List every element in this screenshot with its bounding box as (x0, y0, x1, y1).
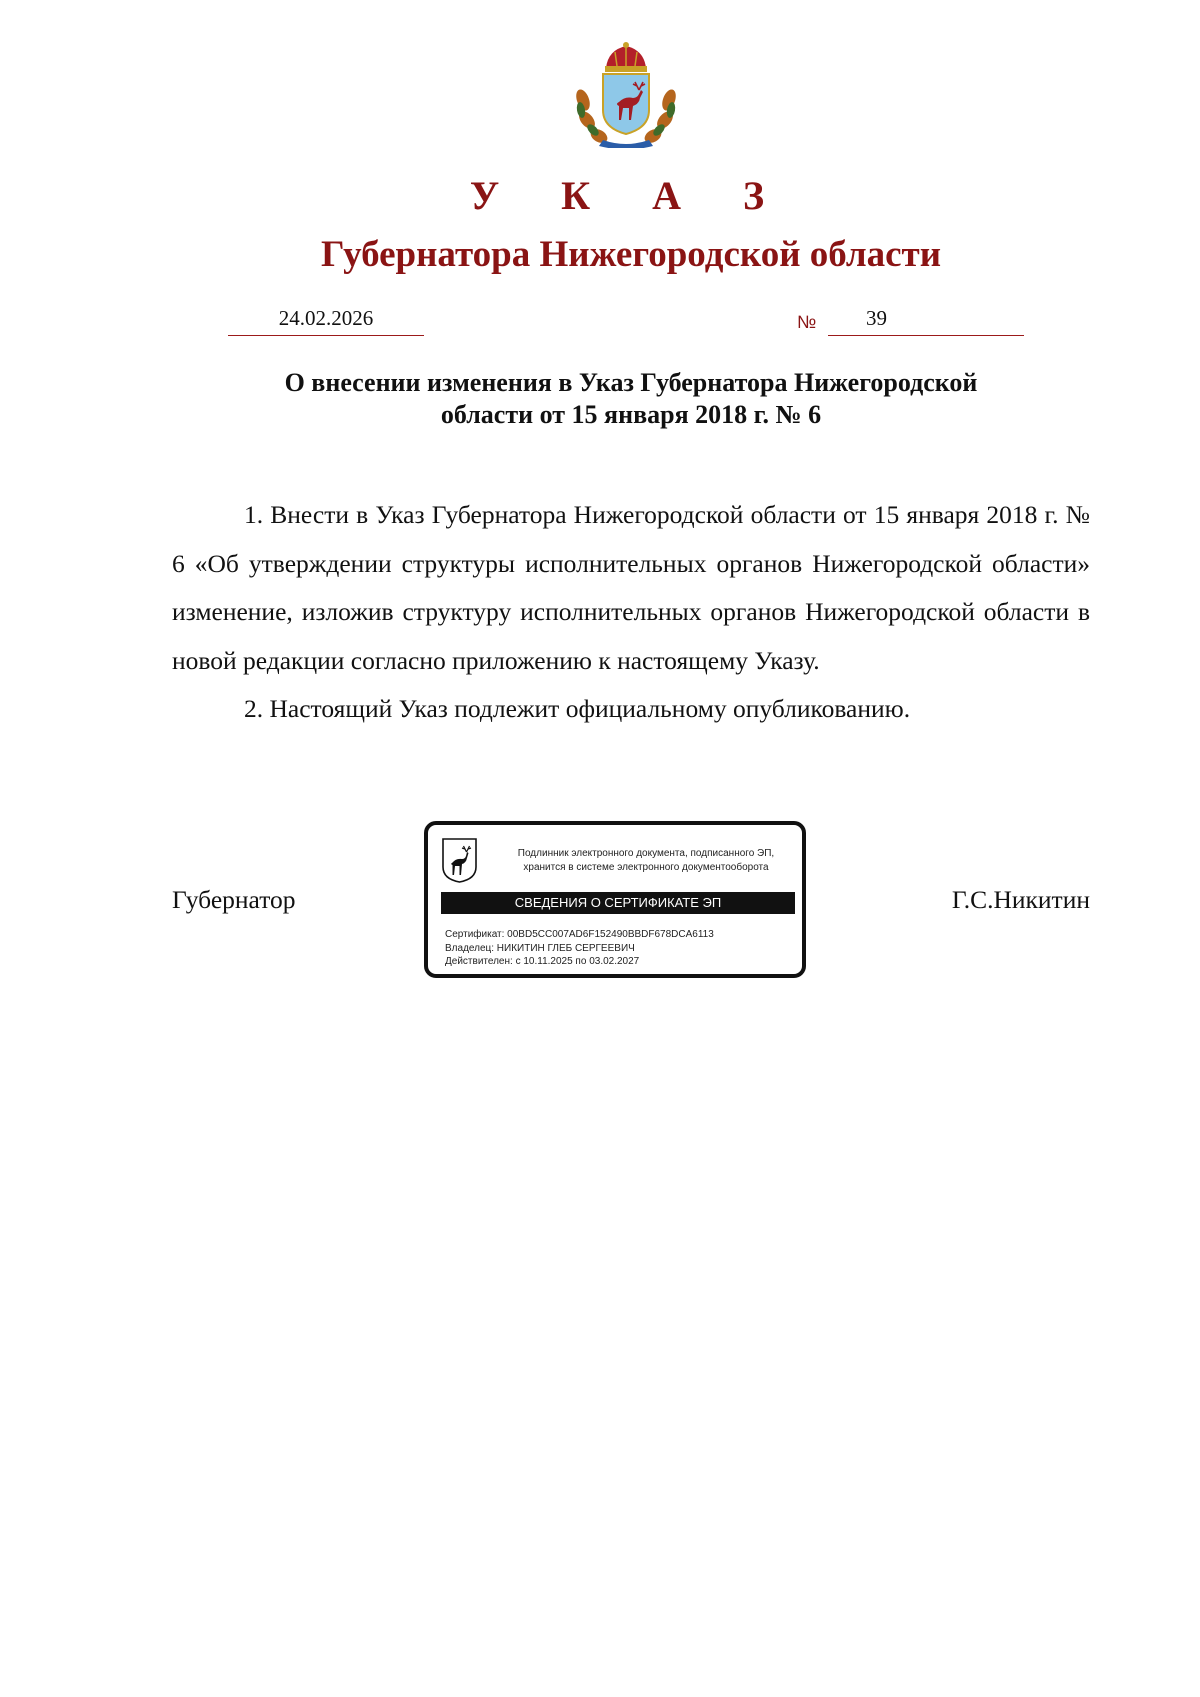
stamp-origin-text (488, 847, 804, 875)
certificate-serial: Сертификат: 00BD5CC007AD6F152490BBDF678DCA6113 (445, 929, 714, 940)
date-field (228, 305, 424, 336)
signatory-name: Г.С.Никитин (951, 885, 1090, 914)
coat-of-arms-icon (573, 40, 679, 148)
certificate-validity: Действителен: с 10.11.2025 по 03.02.2027 (445, 956, 640, 967)
paragraph-2: 2. Настоящий Указ подлежит официальному опубликованию. (244, 694, 911, 723)
document-body (172, 491, 1090, 734)
stamp-origin-line-1: Подлинник электронного документа, подписанного ЭП, (517, 848, 775, 859)
signatory-position: Губернатор (172, 885, 296, 914)
paragraph-1: 1. Внести в Указ Губернатора Нижегородской области от 15 января 2018 г. № 6 «Об утверждении структуры исполнительных органов Нижегородской области» изменение, изложив структуру исполнительных органов Нижегородской области в новой редакции согласно приложению к настоящему Указу. (172, 500, 1090, 675)
certificate-info-bar: СВЕДЕНИЯ О СЕРТИФИКАТЕ ЭП (441, 892, 795, 914)
deer-shield-icon (441, 837, 478, 884)
document-issuer-subtitle: Губернатора Нижегородской области (320, 234, 942, 275)
stamp-origin-line-2: хранится в системе электронного документооборота (523, 862, 769, 873)
heading-line-2: области от 15 января 2018 г. № 6 (440, 400, 822, 429)
number-field (828, 305, 1024, 336)
electronic-signature-stamp (424, 821, 806, 978)
number-value: 39 (866, 306, 887, 330)
date-value: 24.02.2026 (278, 306, 374, 330)
document-heading (0, 367, 1200, 431)
certificate-owner: Владелец: НИКИТИН ГЛЕБ СЕРГЕЕВИЧ (445, 942, 635, 954)
number-sign: № (797, 312, 817, 332)
document-type-title: У К А З (469, 173, 791, 218)
heading-line-1: О внесении изменения в Указ Губернатора Нижегородской (284, 368, 978, 397)
certificate-details (445, 928, 714, 969)
